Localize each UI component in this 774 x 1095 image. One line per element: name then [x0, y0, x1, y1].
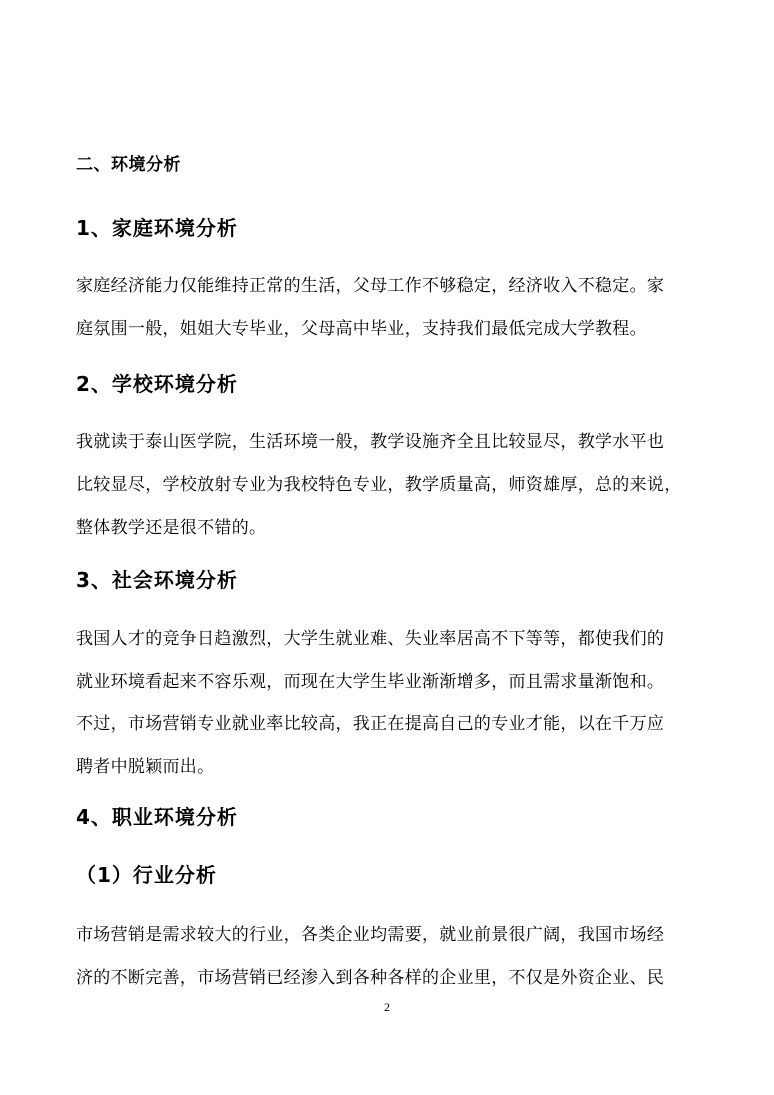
society-line-4: 聘者中脱颖而出。	[76, 757, 215, 777]
school-line-3: 整体教学还是很不错的。	[76, 518, 267, 538]
society-heading: 3、社会环境分析	[76, 568, 238, 592]
industry-heading: （1）行业分析	[76, 863, 217, 887]
family-line-2: 庭氛围一般，姐姐大专毕业，父母高中毕业，支持我们最低完成大学教程。	[76, 319, 647, 339]
school-line-1: 我就读于泰山医学院，生活环境一般，教学设施齐全且比较显尽，教学水平也	[76, 432, 665, 452]
family-line-1: 家庭经济能力仅能维持正常的生活，父母工作不够稳定，经济收入不稳定。家	[76, 276, 665, 296]
society-line-1: 我国人才的竞争日趋激烈，大学生就业难、失业率居高不下等等，都使我们的	[76, 629, 665, 649]
society-line-3: 不过，市场营销专业就业率比较高，我正在提高自己的专业才能，以在千万应	[76, 714, 665, 734]
career-heading: 4、职业环境分析	[76, 805, 238, 829]
section-heading: 二、环境分析	[76, 155, 181, 175]
school-heading: 2、学校环境分析	[76, 372, 238, 396]
school-line-2: 比较显尽，学校放射专业为我校特色专业，教学质量高，师资雄厚，总的来说，	[76, 475, 682, 495]
industry-line-2: 济的不断完善，市场营销已经渗入到各种各样的企业里，不仅是外资企业、民	[76, 968, 665, 988]
page-number: 2	[384, 1000, 390, 1014]
family-heading: 1、家庭环境分析	[76, 216, 238, 240]
society-line-2: 就业环境看起来不容乐观，而现在大学生毕业渐渐增多，而且需求量渐饱和。	[76, 672, 665, 692]
industry-line-1: 市场营销是需求较大的行业，各类企业均需要，就业前景很广阔，我国市场经	[76, 925, 665, 945]
